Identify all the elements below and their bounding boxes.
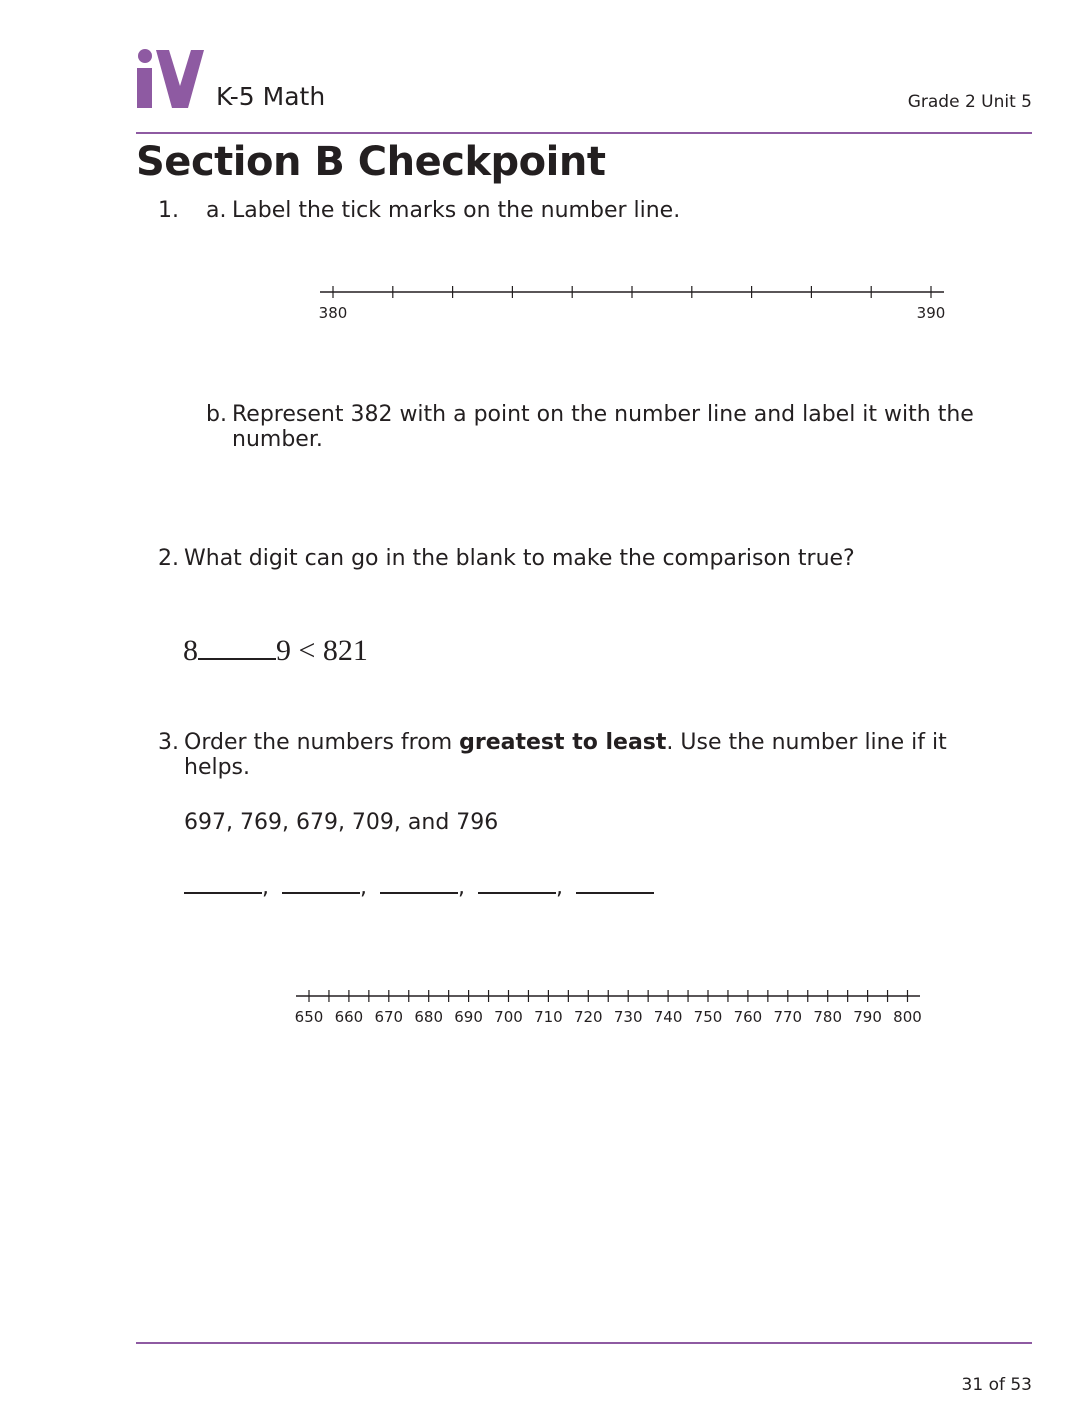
question-1b-letter: b. [206,402,227,427]
tick-label-680: 680 [414,1008,444,1026]
q3-text-after: . Use the number line if it helps. [184,730,947,780]
tick-label-800: 800 [893,1008,922,1026]
number-list: 697, 769, 679, 709, and 796 [184,810,499,835]
grade-unit-label: Grade 2 Unit 5 [907,92,1032,112]
answer-blank-1[interactable] [184,870,262,894]
tick-label-720: 720 [573,1008,603,1026]
q3-text-bold: greatest to least [459,730,667,755]
answer-blanks [184,870,654,900]
question-3-number: 3. [158,730,179,755]
tick-label-790: 790 [853,1008,882,1026]
answer-blank-5[interactable] [576,870,654,894]
tick-label-730: 730 [613,1008,643,1026]
answer-blank-4[interactable] [478,870,556,894]
question-2-text: What digit can go in the blank to make the comparison true? [184,546,855,571]
expression-left: 8 [183,634,198,667]
number-line-650-800[interactable] [280,982,940,1032]
blank-separator: , [556,875,563,900]
page-number: 31 of 53 [961,1375,1032,1395]
expression-right: 9 < 821 [276,634,368,667]
footer-divider [136,1342,1032,1344]
question-1b-text: Represent 382 with a point on the number line and label it with the number. [232,402,974,452]
tick-label-650: 650 [294,1008,324,1026]
tick-label-760: 760 [733,1008,763,1026]
blank-separator: , [458,875,465,900]
tick-label-670: 670 [374,1008,404,1026]
tick-label-770: 770 [773,1008,803,1026]
number-line-380-390[interactable] [300,278,970,328]
page-title: Section B Checkpoint [136,139,606,185]
digit-blank[interactable] [198,632,276,660]
im-logo-icon [136,48,208,110]
blank-separator: , [262,875,269,900]
brand-name: K-5 Math [216,82,326,111]
comparison-expression [183,632,368,669]
tick-label-710: 710 [534,1008,563,1026]
tick-label-690: 690 [454,1008,483,1026]
q3-text-before: Order the numbers from [184,730,460,755]
tick-label-750: 750 [693,1008,723,1026]
header-divider [136,132,1032,134]
tick-label-390: 390 [916,304,946,322]
question-2-number: 2. [158,546,179,571]
question-3-text [184,730,1004,780]
tick-label-780: 780 [813,1008,843,1026]
question-1a-letter: a. [206,198,227,223]
tick-label-660: 660 [334,1008,364,1026]
blank-separator: , [360,875,367,900]
tick-label-700: 700 [494,1008,523,1026]
tick-label-740: 740 [653,1008,683,1026]
question-1-number: 1. [158,198,179,223]
answer-blank-2[interactable] [282,870,360,894]
tick-label-380: 380 [318,304,348,322]
question-1a-text: Label the tick marks on the number line. [232,198,681,223]
answer-blank-3[interactable] [380,870,458,894]
